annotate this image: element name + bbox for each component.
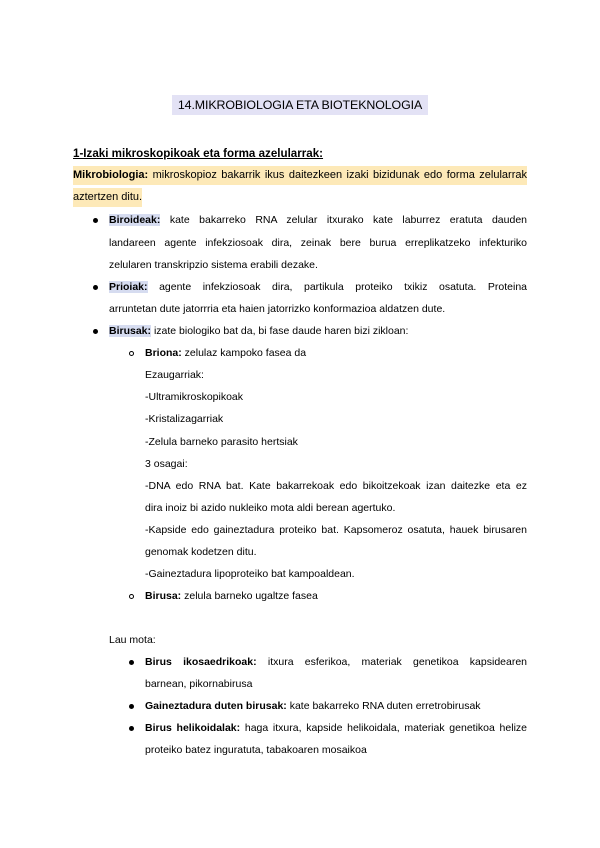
feature-item: -Kristalizagarriak bbox=[145, 413, 224, 425]
osagai-a-line-2: dira inoiz bi azido nukleiko mota aldi berean agertuko. bbox=[145, 502, 396, 514]
prioiak-term: Prioiak: bbox=[109, 281, 148, 293]
prioiak-text: agente infekziosoak dira, partikula proteiko txikiz osatuta. Proteina bbox=[159, 281, 527, 293]
bullet-icon bbox=[129, 660, 134, 665]
type-3-term: Birus helikoidalak: bbox=[145, 722, 241, 734]
briona-term: Briona: bbox=[145, 347, 182, 359]
lau-mota-label: Lau mota: bbox=[109, 634, 156, 646]
definition-term: Mikrobiologia: bbox=[73, 169, 149, 181]
sub-bullet-icon bbox=[129, 351, 134, 356]
prioiak-line-1 bbox=[109, 280, 527, 294]
type-2-text: kate bakarreko RNA duten erretrobirusak bbox=[289, 700, 481, 712]
section-heading: 1-Izaki mikroskopikoak eta forma azelularrak: bbox=[73, 147, 324, 160]
type-2-term: Gaineztadura duten birusak: bbox=[145, 700, 287, 712]
birusa-line bbox=[145, 589, 318, 603]
prioiak-line-2: arruntetan dute jatorrria eta haien jatorrizko konformazioa aldatzen dute. bbox=[109, 303, 446, 315]
type-1-term: Birus ikosaedrikoak: bbox=[145, 656, 257, 668]
birusak-text: izate biologiko bat da, bi fase daude haren bizi zikloan: bbox=[153, 325, 409, 337]
type-3-line-1 bbox=[145, 721, 527, 735]
briona-line bbox=[145, 346, 306, 360]
sub-bullet-icon bbox=[129, 594, 134, 599]
type-3-text: haga itxura, kapside helikoidala, materiak genetikoa helize bbox=[244, 722, 527, 734]
osagai-b-line-1: -Kapside edo gaineztadura proteiko bat. Kapsomeroz osatuta, hauek birusaren bbox=[145, 524, 527, 536]
briona-text: zelulaz kampoko fasea da bbox=[184, 347, 307, 359]
page-title: 14.MIKROBIOLOGIA ETA BIOTEKNOLOGIA bbox=[172, 95, 428, 115]
birusa-text: zelula barneko ugaltze fasea bbox=[184, 590, 318, 602]
biroideak-line-1 bbox=[109, 213, 527, 227]
osagai-c-line-1: -Gaineztadura lipoproteiko bat kampoaldean. bbox=[145, 568, 355, 580]
osagai-a-line-1: -DNA edo RNA bat. Kate bakarrekoak edo bikoitzekoak izan daitezke eta ez bbox=[145, 480, 527, 492]
definition-text: mikroskopioz bakarrik ikus daitezkeen izaki bizidunak edo forma zelularrak bbox=[152, 169, 527, 181]
bullet-icon bbox=[129, 704, 134, 709]
type-1-line-1 bbox=[145, 655, 527, 669]
feature-item: -Ultramikroskopikoak bbox=[145, 391, 244, 403]
biroideak-line-2: landareen agente infekziosoak dira, zeinak bere burua erreplikatzeko infekturiko bbox=[109, 237, 527, 249]
type-1-line-2: barnean, pikornabirusa bbox=[145, 678, 253, 690]
ezaugarriak-label: Ezaugarriak: bbox=[145, 369, 204, 381]
feature-item: -Zelula barneko parasito hertsiak bbox=[145, 436, 298, 448]
type-2-line bbox=[145, 699, 481, 713]
bullet-icon bbox=[93, 329, 98, 334]
definition-line-2: aztertzen ditu. bbox=[73, 188, 142, 207]
biroideak-term: Biroideak: bbox=[109, 214, 161, 226]
definition-line-1 bbox=[73, 166, 527, 185]
bullet-icon bbox=[93, 285, 98, 290]
bullet-icon bbox=[93, 218, 98, 223]
osagai-b-line-2: genomak kodetzen ditu. bbox=[145, 546, 257, 558]
birusak-term: Birusak: bbox=[109, 325, 152, 337]
birusak-line-1 bbox=[109, 324, 408, 338]
osagai-label: 3 osagai: bbox=[145, 458, 188, 470]
birusa-term: Birusa: bbox=[145, 590, 182, 602]
bullet-icon bbox=[129, 726, 134, 731]
type-3-line-2: proteiko batez inguratuta, tabakoaren mosaikoa bbox=[145, 744, 367, 756]
biroideak-line-3: zelularen transkripzio sistema erabili dezake. bbox=[109, 259, 318, 271]
type-1-text: itxura esferikoa, materiak genetikoa kapsidearen bbox=[267, 656, 528, 668]
biroideak-text: kate bakarreko RNA zelular itxurako kate laburrez eratuta dauden bbox=[169, 214, 527, 226]
